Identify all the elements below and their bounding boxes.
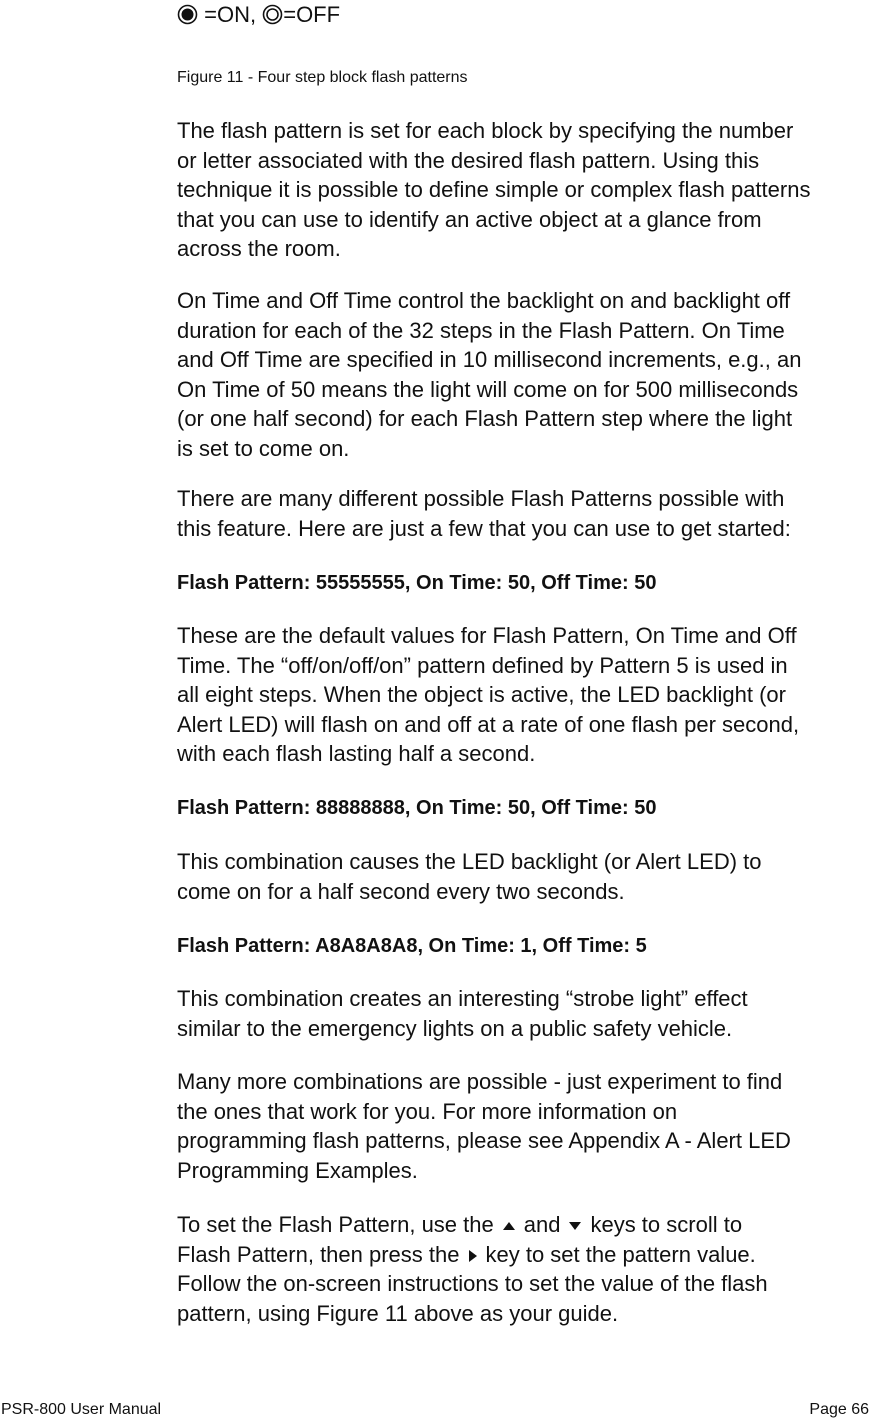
text-line: Programming Examples. (177, 1157, 418, 1183)
text-line: technique it is possible to define simple or complex flash patterns (177, 177, 811, 202)
legend-on-label: =ON, (204, 2, 257, 27)
paragraph-set-flash-pattern-instructions (177, 1210, 889, 1328)
text-line: On Time of 50 means the light will come on for 500 milliseconds (177, 376, 799, 402)
paragraph-strobe-description (177, 984, 889, 1043)
text-line: with each flash lasting half a second. (177, 741, 536, 766)
double-ring-icon (262, 4, 283, 25)
right-arrow-key-icon (468, 1249, 478, 1263)
text-line: come on for a half second every two seconds. (177, 878, 625, 904)
footer-manual-title: PSR-800 User Manual (1, 1401, 162, 1418)
text-line (177, 1240, 889, 1270)
text-line: This combination creates an interesting “strobe light” effect (177, 986, 748, 1011)
text-line: pattern, using Figure 11 above as your guide. (177, 1300, 619, 1326)
text-line: This combination causes the LED backlight (or Alert LED) to (177, 849, 762, 874)
text-line: Follow the on-screen instructions to set the value of the flash (177, 1271, 768, 1296)
text-line: (or one half second) for each Flash Pattern step where the light (177, 406, 793, 431)
pattern-heading-a8a8a8a8: Flash Pattern: A8A8A8A8, On Time: 1, Off Time: 5 (177, 935, 647, 957)
text-line: Many more combinations are possible - just experiment to find (177, 1069, 783, 1094)
paragraph-on-off-time (177, 286, 889, 463)
text-line: There are many different possible Flash Patterns possible with (177, 486, 785, 511)
text-line: or letter associated with the desired flash pattern. Using this (177, 147, 760, 173)
figure-caption: Figure 11 - Four step block flash patterns (177, 69, 468, 86)
instruction-text: keys to scroll to (590, 1212, 743, 1237)
footer-page-number: Page 66 (809, 1401, 869, 1418)
instruction-text: key to set the pattern value. (485, 1241, 756, 1267)
text-line: duration for each of the 32 steps in the Flash Pattern. On Time (177, 317, 785, 343)
text-line: the ones that work for you. For more information on (177, 1098, 678, 1124)
on-off-legend (177, 0, 340, 30)
text-line: These are the default values for Flash Pattern, On Time and Off (177, 623, 797, 648)
text-line: programming flash patterns, please see Appendix A - Alert LED (177, 1128, 791, 1153)
filled-circle-icon (177, 4, 198, 25)
instruction-text: To set the Flash Pattern, use the (177, 1212, 494, 1237)
text-line: that you can use to identify an active object at a glance from (177, 206, 762, 232)
paragraph-flash-pattern-intro (177, 116, 889, 264)
paragraph-possible-patterns (177, 484, 889, 543)
pattern-heading-88888888: Flash Pattern: 88888888, On Time: 50, Off Time: 50 (177, 797, 657, 819)
text-line: and Off Time are specified in 10 millisecond increments, e.g., an (177, 347, 802, 372)
legend-off-label: =OFF (283, 2, 341, 27)
up-arrow-key-icon (502, 1221, 516, 1231)
text-line: similar to the emergency lights on a public safety vehicle. (177, 1015, 733, 1041)
paragraph-88888888-description (177, 847, 889, 906)
text-line: is set to come on. (177, 435, 350, 461)
text-line: Time. The “off/on/off/on” pattern defined by Pattern 5 is used in (177, 652, 788, 678)
instruction-text: and (523, 1212, 561, 1237)
paragraph-default-values (177, 621, 889, 769)
text-line: across the room. (177, 236, 341, 261)
instruction-text: Flash Pattern, then press the (177, 1241, 460, 1267)
down-arrow-key-icon (568, 1221, 582, 1231)
text-line: Alert LED) will flash on and off at a rate of one flash per second, (177, 711, 800, 737)
text-line: The flash pattern is set for each block by specifying the number (177, 118, 794, 143)
text-line: this feature. Here are just a few that you can use to get started: (177, 515, 791, 541)
text-line: all eight steps. When the object is active, the LED backlight (or (177, 682, 786, 707)
text-line: On Time and Off Time control the backlight on and backlight off (177, 288, 791, 313)
pattern-heading-55555555: Flash Pattern: 55555555, On Time: 50, Off Time: 50 (177, 572, 657, 594)
paragraph-more-combinations (177, 1067, 889, 1185)
text-line (177, 1210, 889, 1240)
